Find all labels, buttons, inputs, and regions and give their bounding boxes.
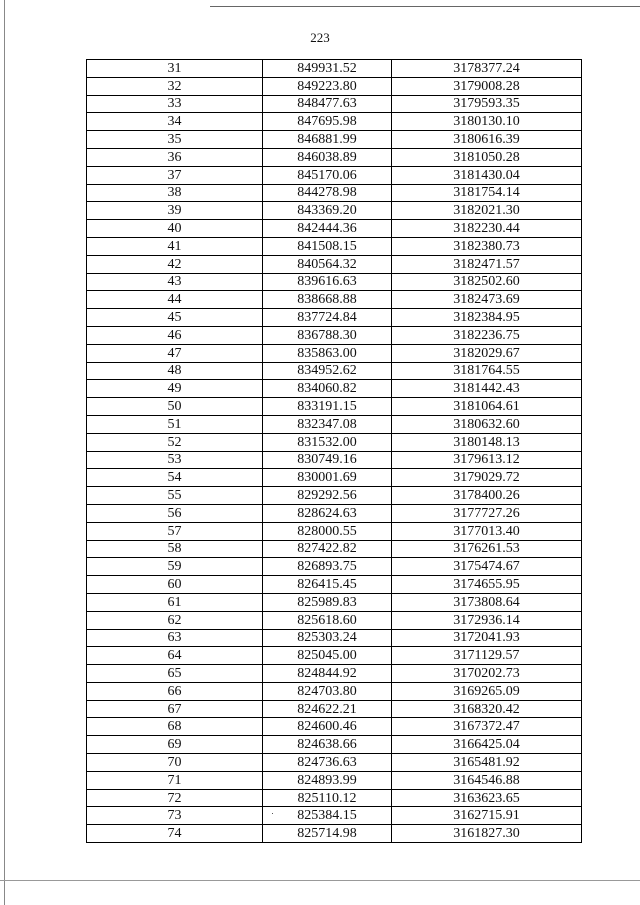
- y-coordinate-cell: 3182021.30: [392, 202, 582, 220]
- y-coordinate-cell: 3162715.91: [392, 807, 582, 825]
- bottom-rule: [0, 880, 640, 881]
- point-number-cell: 63: [87, 629, 263, 647]
- page-number: 223: [310, 30, 330, 45]
- y-coordinate-cell: 3169265.09: [392, 682, 582, 700]
- table-row: [87, 754, 582, 772]
- point-number-cell: 48: [87, 362, 263, 380]
- x-coordinate-cell: 824844.92: [263, 665, 392, 683]
- y-coordinate-cell: 3181064.61: [392, 398, 582, 416]
- y-coordinate-cell: 3171129.57: [392, 647, 582, 665]
- table-row: [87, 95, 582, 113]
- x-coordinate-cell: 849223.80: [263, 77, 392, 95]
- point-number-cell: 70: [87, 754, 263, 772]
- x-coordinate-cell: 846881.99: [263, 131, 392, 149]
- x-coordinate-cell: 825618.60: [263, 611, 392, 629]
- point-number-cell: 43: [87, 273, 263, 291]
- x-coordinate-cell: 849931.52: [263, 60, 392, 78]
- y-coordinate-cell: 3182473.69: [392, 291, 582, 309]
- y-coordinate-cell: 3176261.53: [392, 540, 582, 558]
- x-coordinate-cell: 832347.08: [263, 415, 392, 433]
- point-number-cell: 47: [87, 344, 263, 362]
- y-coordinate-cell: 3165481.92: [392, 754, 582, 772]
- table-row: [87, 148, 582, 166]
- x-coordinate-cell: 825714.98: [263, 825, 392, 843]
- point-number-cell: 46: [87, 326, 263, 344]
- point-number-cell: 45: [87, 309, 263, 327]
- y-coordinate-cell: 3172936.14: [392, 611, 582, 629]
- coordinates-table-body: [87, 60, 582, 843]
- y-coordinate-cell: 3168320.42: [392, 700, 582, 718]
- x-coordinate-cell: 838668.88: [263, 291, 392, 309]
- x-coordinate-cell: 826893.75: [263, 558, 392, 576]
- y-coordinate-cell: 3180130.10: [392, 113, 582, 131]
- table-row: [87, 718, 582, 736]
- point-number-cell: 31: [87, 60, 263, 78]
- point-number-cell: 38: [87, 184, 263, 202]
- table-row: [87, 522, 582, 540]
- table-row: [87, 433, 582, 451]
- y-coordinate-cell: 3179593.35: [392, 95, 582, 113]
- x-coordinate-cell: 824736.63: [263, 754, 392, 772]
- point-number-cell: 53: [87, 451, 263, 469]
- table-row: [87, 771, 582, 789]
- left-margin-rule: [4, 0, 5, 905]
- point-number-cell: 67: [87, 700, 263, 718]
- point-number-cell: 55: [87, 487, 263, 505]
- x-coordinate-cell: 825989.83: [263, 593, 392, 611]
- y-coordinate-cell: 3180148.13: [392, 433, 582, 451]
- y-coordinate-cell: 3174655.95: [392, 576, 582, 594]
- y-coordinate-cell: 3182380.73: [392, 237, 582, 255]
- x-coordinate-cell: 845170.06: [263, 166, 392, 184]
- y-coordinate-cell: 3167372.47: [392, 718, 582, 736]
- y-coordinate-cell: 3161827.30: [392, 825, 582, 843]
- point-number-cell: 65: [87, 665, 263, 683]
- table-row: [87, 736, 582, 754]
- table-row: [87, 184, 582, 202]
- y-coordinate-cell: 3182471.57: [392, 255, 582, 273]
- point-number-cell: 32: [87, 77, 263, 95]
- x-coordinate-cell: 824622.21: [263, 700, 392, 718]
- x-coordinate-cell: 847695.98: [263, 113, 392, 131]
- table-row: [87, 789, 582, 807]
- x-coordinate-cell: 834060.82: [263, 380, 392, 398]
- point-number-cell: 72: [87, 789, 263, 807]
- x-coordinate-cell: 825303.24: [263, 629, 392, 647]
- y-coordinate-cell: 3170202.73: [392, 665, 582, 683]
- point-number-cell: 66: [87, 682, 263, 700]
- point-number-cell: 60: [87, 576, 263, 594]
- x-coordinate-cell: 837724.84: [263, 309, 392, 327]
- y-coordinate-cell: 3181764.55: [392, 362, 582, 380]
- table-row: [87, 166, 582, 184]
- x-coordinate-cell: 829292.56: [263, 487, 392, 505]
- point-number-cell: 42: [87, 255, 263, 273]
- point-number-cell: 44: [87, 291, 263, 309]
- table-row: [87, 487, 582, 505]
- table-row: [87, 593, 582, 611]
- y-coordinate-cell: 3182029.67: [392, 344, 582, 362]
- x-coordinate-cell: 827422.82: [263, 540, 392, 558]
- y-coordinate-cell: 3179029.72: [392, 469, 582, 487]
- x-coordinate-cell: 842444.36: [263, 220, 392, 238]
- table-row: [87, 113, 582, 131]
- point-number-cell: 62: [87, 611, 263, 629]
- table-row: [87, 415, 582, 433]
- point-number-cell: 39: [87, 202, 263, 220]
- table-row: [87, 451, 582, 469]
- y-coordinate-cell: 3179008.28: [392, 77, 582, 95]
- point-number-cell: 58: [87, 540, 263, 558]
- table-row: [87, 291, 582, 309]
- x-coordinate-cell: 844278.98: [263, 184, 392, 202]
- y-coordinate-cell: 3178377.24: [392, 60, 582, 78]
- table-row: [87, 255, 582, 273]
- point-number-cell: 37: [87, 166, 263, 184]
- point-number-cell: 71: [87, 771, 263, 789]
- y-coordinate-cell: 3181430.04: [392, 166, 582, 184]
- coordinates-table: [86, 59, 582, 843]
- x-coordinate-cell: 841508.15: [263, 237, 392, 255]
- table-row: [87, 131, 582, 149]
- y-coordinate-cell: 3180632.60: [392, 415, 582, 433]
- point-number-cell: 35: [87, 131, 263, 149]
- y-coordinate-cell: 3164546.88: [392, 771, 582, 789]
- x-coordinate-cell: 824893.99: [263, 771, 392, 789]
- point-number-cell: 69: [87, 736, 263, 754]
- point-number-cell: 56: [87, 504, 263, 522]
- y-coordinate-cell: 3177727.26: [392, 504, 582, 522]
- y-coordinate-cell: 3177013.40: [392, 522, 582, 540]
- y-coordinate-cell: 3175474.67: [392, 558, 582, 576]
- y-coordinate-cell: 3166425.04: [392, 736, 582, 754]
- point-number-cell: 33: [87, 95, 263, 113]
- x-coordinate-cell: 826415.45: [263, 576, 392, 594]
- table-row: [87, 700, 582, 718]
- x-coordinate-cell: 834952.62: [263, 362, 392, 380]
- point-number-cell: 50: [87, 398, 263, 416]
- point-number-cell: 49: [87, 380, 263, 398]
- y-coordinate-cell: 3173808.64: [392, 593, 582, 611]
- x-coordinate-cell: 824600.46: [263, 718, 392, 736]
- x-coordinate-cell: 825384.15: [263, 807, 392, 825]
- table-row: [87, 576, 582, 594]
- table-row: [87, 77, 582, 95]
- point-number-cell: 52: [87, 433, 263, 451]
- x-coordinate-cell: 848477.63: [263, 95, 392, 113]
- x-coordinate-cell: 840564.32: [263, 255, 392, 273]
- table-row: [87, 380, 582, 398]
- table-row: [87, 309, 582, 327]
- table-row: [87, 220, 582, 238]
- x-coordinate-cell: 830001.69: [263, 469, 392, 487]
- point-number-cell: 51: [87, 415, 263, 433]
- top-rule: [210, 6, 640, 7]
- x-coordinate-cell: 836788.30: [263, 326, 392, 344]
- x-coordinate-cell: 831532.00: [263, 433, 392, 451]
- table-row: [87, 344, 582, 362]
- y-coordinate-cell: 3181050.28: [392, 148, 582, 166]
- x-coordinate-cell: 824638.66: [263, 736, 392, 754]
- table-row: [87, 273, 582, 291]
- x-coordinate-cell: 825045.00: [263, 647, 392, 665]
- point-number-cell: 64: [87, 647, 263, 665]
- x-coordinate-cell: 843369.20: [263, 202, 392, 220]
- point-number-cell: 57: [87, 522, 263, 540]
- table-row: [87, 237, 582, 255]
- y-coordinate-cell: 3163623.65: [392, 789, 582, 807]
- y-coordinate-cell: 3182384.95: [392, 309, 582, 327]
- x-coordinate-cell: 830749.16: [263, 451, 392, 469]
- y-coordinate-cell: 3182502.60: [392, 273, 582, 291]
- point-number-cell: 34: [87, 113, 263, 131]
- scan-speck: [272, 813, 273, 814]
- point-number-cell: 40: [87, 220, 263, 238]
- x-coordinate-cell: 828000.55: [263, 522, 392, 540]
- point-number-cell: 74: [87, 825, 263, 843]
- table-row: [87, 807, 582, 825]
- table-row: [87, 647, 582, 665]
- y-coordinate-cell: 3180616.39: [392, 131, 582, 149]
- point-number-cell: 41: [87, 237, 263, 255]
- point-number-cell: 61: [87, 593, 263, 611]
- x-coordinate-cell: 824703.80: [263, 682, 392, 700]
- x-coordinate-cell: 828624.63: [263, 504, 392, 522]
- table-row: [87, 504, 582, 522]
- table-row: [87, 611, 582, 629]
- table-row: [87, 202, 582, 220]
- x-coordinate-cell: 839616.63: [263, 273, 392, 291]
- table-row: [87, 682, 582, 700]
- table-row: [87, 60, 582, 78]
- y-coordinate-cell: 3179613.12: [392, 451, 582, 469]
- point-number-cell: 59: [87, 558, 263, 576]
- table-row: [87, 558, 582, 576]
- y-coordinate-cell: 3181754.14: [392, 184, 582, 202]
- x-coordinate-cell: 846038.89: [263, 148, 392, 166]
- point-number-cell: 36: [87, 148, 263, 166]
- table-row: [87, 629, 582, 647]
- table-row: [87, 825, 582, 843]
- table-row: [87, 540, 582, 558]
- table-row: [87, 469, 582, 487]
- point-number-cell: 68: [87, 718, 263, 736]
- x-coordinate-cell: 835863.00: [263, 344, 392, 362]
- x-coordinate-cell: 825110.12: [263, 789, 392, 807]
- y-coordinate-cell: 3181442.43: [392, 380, 582, 398]
- y-coordinate-cell: 3182230.44: [392, 220, 582, 238]
- y-coordinate-cell: 3178400.26: [392, 487, 582, 505]
- x-coordinate-cell: 833191.15: [263, 398, 392, 416]
- table-row: [87, 398, 582, 416]
- table-row: [87, 326, 582, 344]
- table-row: [87, 362, 582, 380]
- point-number-cell: 54: [87, 469, 263, 487]
- point-number-cell: 73: [87, 807, 263, 825]
- table-row: [87, 665, 582, 683]
- y-coordinate-cell: 3172041.93: [392, 629, 582, 647]
- y-coordinate-cell: 3182236.75: [392, 326, 582, 344]
